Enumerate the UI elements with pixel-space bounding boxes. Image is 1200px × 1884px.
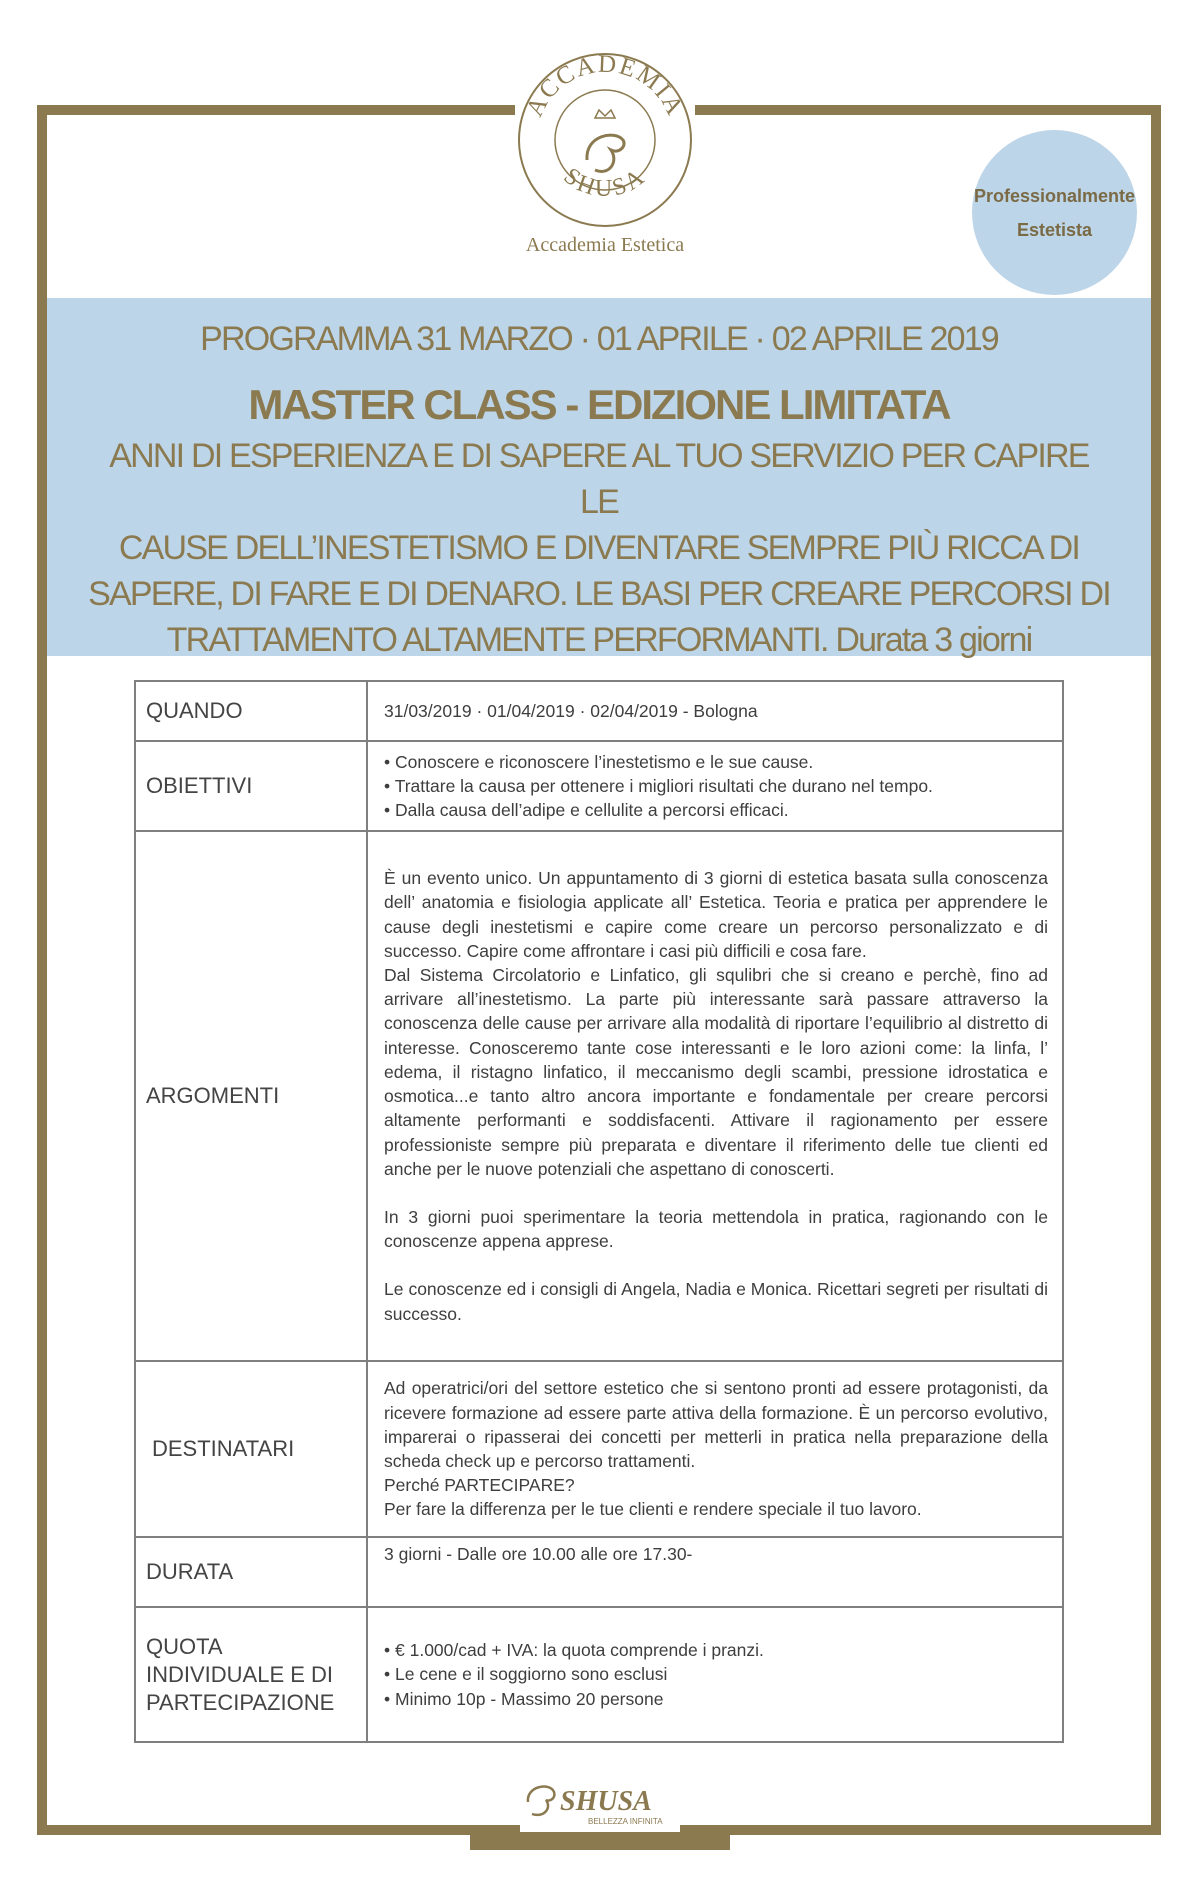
page-title: MASTER CLASS - EDIZIONE LIMITATA	[248, 381, 950, 428]
program-dates: PROGRAMMA 31 MARZO · 01 APRILE · 02 APRILE 2019	[200, 320, 998, 358]
quota-value	[367, 1607, 1063, 1742]
bottom-bar	[470, 1835, 730, 1850]
table-row-quota	[135, 1607, 1063, 1742]
argomenti-paragraph-2: Dal Sistema Circolatorio e Linfatico, gli squlibri che si creano e perchè, fino ad arrivare all’inestetismo. La parte più interessante sarà passare attraverso la conoscenza delle cause per arrivare alla modalità di riportare l’equilibrio al distretto di interesse. Conosceremo tante cose interessanti e le loro azioni come: la linfa, l’ edema, il ristagno linfatico, il meccanismo degli scambi, pressione idrostatica e osmotica...e tanto altro ancora importante e fondamentale per creare percorsi altamente performanti e soddisfacenti. Attivare il ragionamento per essere professioniste sempre più preparata e diventare il riferimento delle tue clienti ed anche per le nuove potenziali che aspettano di conoscerti.	[384, 965, 1048, 1179]
logo-emblem	[515, 40, 695, 230]
logo-subtitle: Accademia Estetica	[525, 234, 685, 256]
destinatari-paragraph-3: Per fare la differenza per le tue clienti e rendere speciale il tuo lavoro.	[384, 1499, 922, 1520]
destinatari-value	[367, 1361, 1063, 1537]
table-row-obiettivi	[135, 741, 1063, 831]
svg-text:ACCADEMIA	[521, 51, 689, 121]
argomenti-value	[367, 831, 1063, 1361]
quota-label	[135, 1607, 367, 1742]
header-line-4: TRATTAMENTO ALTAMENTE PERFORMANTI. Durata 3 giorni	[166, 621, 1032, 659]
logo-arc-text-bottom: SHUSA	[558, 162, 652, 203]
table-row-quando	[135, 681, 1063, 741]
footer-tagline: BELLEZZA INFINITA	[588, 1817, 663, 1826]
quota-item-2: • Le cene e il soggiorno sono esclusi	[384, 1662, 1048, 1686]
header-band	[47, 298, 1151, 659]
quando-value: 31/03/2019 · 01/04/2019 · 02/04/2019 - Bologna	[367, 681, 1063, 741]
badge-line-2: Estetista	[1016, 219, 1093, 240]
argomenti-paragraph-3: In 3 giorni puoi sperimentare la teoria mettendola in pratica, ragionando con le conoscenze appena apprese.	[384, 1206, 1048, 1252]
quota-label-line-1: QUOTA	[146, 1633, 223, 1659]
quota-item-3: • Minimo 10p - Massimo 20 persone	[384, 1687, 1048, 1711]
header-line-3: SAPERE, DI FARE E DI DENARO. LE BASI PER CREARE PERCORSI DI	[88, 575, 1110, 613]
obiettivi-item-2: • Trattare la causa per ottenere i migliori risultati che durano nel tempo.	[384, 774, 1048, 798]
footer-brand: SHUSA	[560, 1786, 652, 1817]
quota-label-line-3: PARTECIPAZIONE	[146, 1689, 335, 1715]
argomenti-paragraph-1: È un evento unico. Un appuntamento di 3 giorni di estetica basata sulla conoscenza dell’ anatomia e fisiologia applicate all’ Estetica. Teoria e pratica per apprendere le cause degli inestetismi e capire come creare un percorso personalizzato e di successo. Capire come affrontare i casi più difficili e cosa fare.	[384, 868, 1048, 961]
footer-swan-icon	[520, 1772, 680, 1830]
table-row-durata	[135, 1537, 1063, 1607]
logo-arc-text: ACCADEMIA	[521, 50, 689, 121]
badge-line-1: Professionalmente	[973, 185, 1136, 206]
academy-logo	[515, 40, 695, 270]
durata-value: 3 giorni - Dalle ore 10.00 alle ore 17.30-	[367, 1537, 1063, 1607]
svg-text:SHUSA	[559, 163, 652, 202]
quando-label: QUANDO	[135, 681, 367, 741]
footer-logo	[520, 1772, 680, 1832]
obiettivi-value	[367, 741, 1063, 831]
program-table	[134, 680, 1064, 1743]
obiettivi-label: OBIETTIVI	[135, 741, 367, 831]
professional-badge	[972, 130, 1137, 295]
table-row-destinatari	[135, 1361, 1063, 1537]
destinatari-paragraph-2: Perché PARTECIPARE?	[384, 1475, 575, 1496]
obiettivi-item-1: • Conoscere e riconoscere l’inestetismo e le sue cause.	[384, 750, 1048, 774]
argomenti-paragraph-4: Le conoscenze ed i consigli di Angela, Nadia e Monica. Ricettari segreti per risultati di successo.	[384, 1279, 1048, 1324]
table-row-argomenti	[135, 831, 1063, 1361]
argomenti-label: ARGOMENTI	[135, 831, 367, 1361]
obiettivi-item-3: • Dalla causa dell’adipe e cellulite a percorsi efficaci.	[384, 798, 1048, 822]
header-description	[47, 433, 1151, 663]
header-line-2: CAUSE DELL’INESTETISMO E DIVENTARE SEMPRE PIÙ RICCA DI	[118, 529, 1080, 567]
quota-item-1: • € 1.000/cad + IVA: la quota comprende i pranzi.	[384, 1638, 1048, 1662]
durata-label: DURATA	[135, 1537, 367, 1607]
quota-label-line-2: INDIVIDUALE E DI	[146, 1661, 334, 1687]
destinatari-label: DESTINATARI	[135, 1361, 367, 1537]
header-line-1: ANNI DI ESPERIENZA E DI SAPERE AL TUO SERVIZIO PER CAPIRE LE	[109, 437, 1089, 521]
destinatari-paragraph-1: Ad operatrici/ori del settore estetico che si sentono pronti ad essere protagonisti, da ricevere formazione ad essere parte attiva della formazione. È un percorso evolutivo, imparerai o ripasserai dei concetti per metterli in pratica nella preparazione della scheda check up e percorso trattamenti.	[384, 1378, 1048, 1471]
